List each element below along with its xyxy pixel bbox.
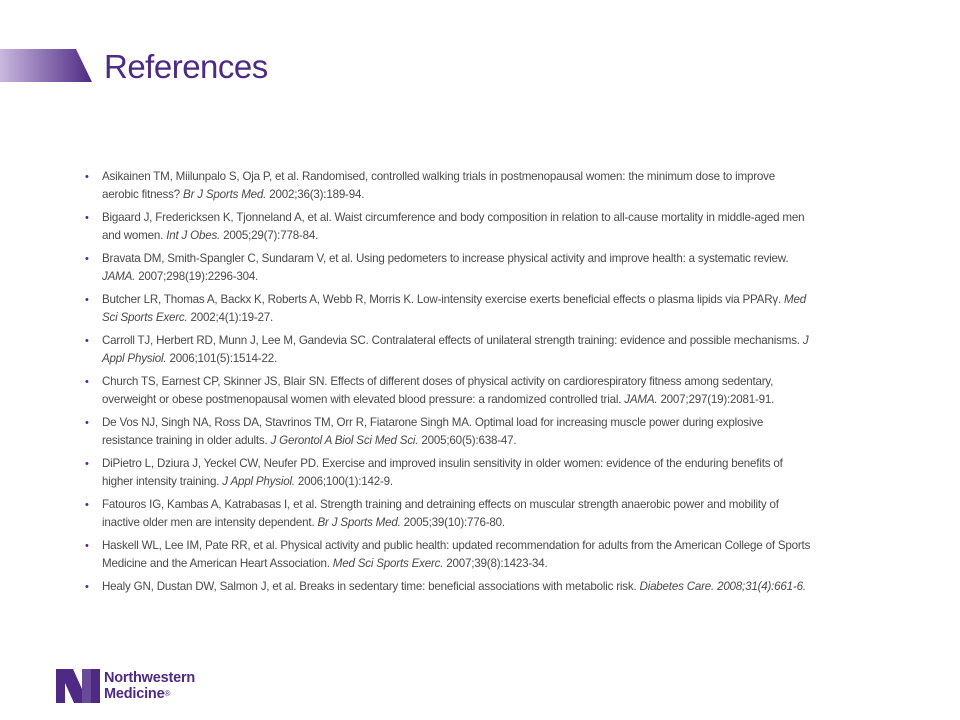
- reference-journal: Br J Sports Med.: [317, 516, 401, 529]
- bullet-icon: •: [85, 499, 89, 511]
- title-accent-shape: [0, 49, 92, 82]
- reference-text: Carroll TJ, Herbert RD, Munn J, Lee M, Gandevia SC. Contralateral effects of unilateral strength training: evidence and possible mechanisms.: [102, 334, 800, 347]
- reference-text: DiPietro L, Dziura J, Yeckel CW, Neufer PD. Exercise and improved insulin sensitivity in older women: evidence of the enduring benefits of higher intensity training.: [102, 457, 783, 488]
- registered-mark: ®: [164, 689, 171, 698]
- bullet-icon: •: [85, 540, 89, 552]
- reference-item: [84, 209, 814, 245]
- reference-citation: 2005;29(7):778-84.: [223, 229, 319, 242]
- reference-item: [84, 414, 814, 450]
- reference-journal: JAMA.: [102, 270, 136, 283]
- bullet-icon: •: [85, 294, 89, 306]
- reference-text: Haskell WL, Lee IM, Pate RR, et al. Physical activity and public health: updated recommendation for adults from the American College of Sports Medicine and the American Heart Association.: [102, 539, 811, 570]
- bullet-icon: •: [85, 212, 89, 224]
- title-accent-bar: [0, 49, 92, 82]
- reference-text: Butcher LR, Thomas A, Backx K, Roberts A, Webb R, Morris K. Low-intensity exercise exerts beneficial effects o plasma lipids via PPARγ.: [102, 293, 782, 306]
- brand-line-2: Medicine: [104, 686, 165, 702]
- bullet-icon: •: [85, 253, 89, 265]
- reference-citation: 2007;39(8):1423-34.: [446, 557, 548, 570]
- reference-citation: 2007;298(19):2296-304.: [138, 270, 259, 283]
- reference-text: Asikainen TM, Miilunpalo S, Oja P, et al. Randomised, controlled walking trials in postmenopausal women: the minimum dose to improve aerobic fitness?: [102, 170, 775, 201]
- reference-citation: 2007;297(19):2081-91.: [660, 393, 775, 406]
- northwestern-medicine-logo: [56, 668, 195, 704]
- northwestern-medicine-logo-icon: [56, 669, 100, 703]
- reference-item: [84, 250, 814, 286]
- bullet-icon: •: [85, 417, 89, 429]
- reference-text: Fatouros IG, Kambas A, Katrabasas I, et al. Strength training and detraining effects on muscular strength anaerobic power and mobility of inactive older men are intensity dependent.: [102, 498, 779, 529]
- reference-item: [84, 168, 814, 204]
- reference-journal: Diabetes Care. 2008;31(4):661-6.: [639, 580, 806, 593]
- reference-item: [84, 496, 814, 532]
- reference-journal: JAMA.: [624, 393, 658, 406]
- reference-item: [84, 332, 814, 368]
- reference-journal: J Appl Physiol.: [102, 334, 809, 365]
- reference-item: [84, 537, 814, 573]
- reference-journal: J Appl Physiol.: [222, 475, 295, 488]
- reference-text: Healy GN, Dustan DW, Salmon J, et al. Breaks in sedentary time: beneficial associations with metabolic risk.: [102, 580, 637, 593]
- reference-citation: 2006;101(5):1514-22.: [169, 352, 277, 365]
- reference-journal: J Gerontol A Biol Sci Med Sci.: [270, 434, 419, 447]
- reference-journal: Med Sci Sports Exerc.: [102, 293, 807, 324]
- reference-item: [84, 578, 814, 596]
- reference-citation: 2002;36(3):189-94.: [269, 188, 365, 201]
- reference-citation: 2005;60(5):638-47.: [421, 434, 517, 447]
- bullet-icon: •: [85, 458, 89, 470]
- brand-line-1: Northwestern: [104, 670, 196, 686]
- reference-citation: 2002;4(1):19-27.: [190, 311, 274, 324]
- reference-item: [84, 455, 814, 491]
- reference-text: De Vos NJ, Singh NA, Ross DA, Stavrinos TM, Orr R, Fiatarone Singh MA. Optimal load for increasing muscle power during explosive resistance training in older adults.: [102, 416, 764, 447]
- reference-journal: Med Sci Sports Exerc.: [332, 557, 444, 570]
- reference-journal: Br J Sports Med.: [183, 188, 267, 201]
- reference-text: Church TS, Earnest CP, Skinner JS, Blair SN. Effects of different doses of physical activity on cardiorespiratory fitness among sedentary, overweight or obese postmenopausal women with elevated blood pressure: a randomized controlled trial.: [102, 375, 774, 406]
- bullet-icon: •: [85, 581, 89, 593]
- reference-citation: 2005;39(10):776-80.: [403, 516, 505, 529]
- reference-list: [84, 168, 814, 601]
- reference-citation: 2006;100(1):142-9.: [297, 475, 393, 488]
- page-title: References: [104, 48, 268, 85]
- reference-text: Bigaard J, Fredericksen K, Tjonneland A, et al. Waist circumference and body composition in relation to all-cause mortality in middle-aged men and women.: [102, 211, 805, 242]
- reference-journal: Int J Obes.: [166, 229, 221, 242]
- bullet-icon: •: [85, 171, 89, 183]
- reference-text: Bravata DM, Smith-Spangler C, Sundaram V, et al. Using pedometers to increase physical activity and improve health: a systematic review.: [102, 252, 789, 265]
- bullet-icon: •: [85, 335, 89, 347]
- reference-item: [84, 291, 814, 327]
- bullet-icon: •: [85, 376, 89, 388]
- reference-item: [84, 373, 814, 409]
